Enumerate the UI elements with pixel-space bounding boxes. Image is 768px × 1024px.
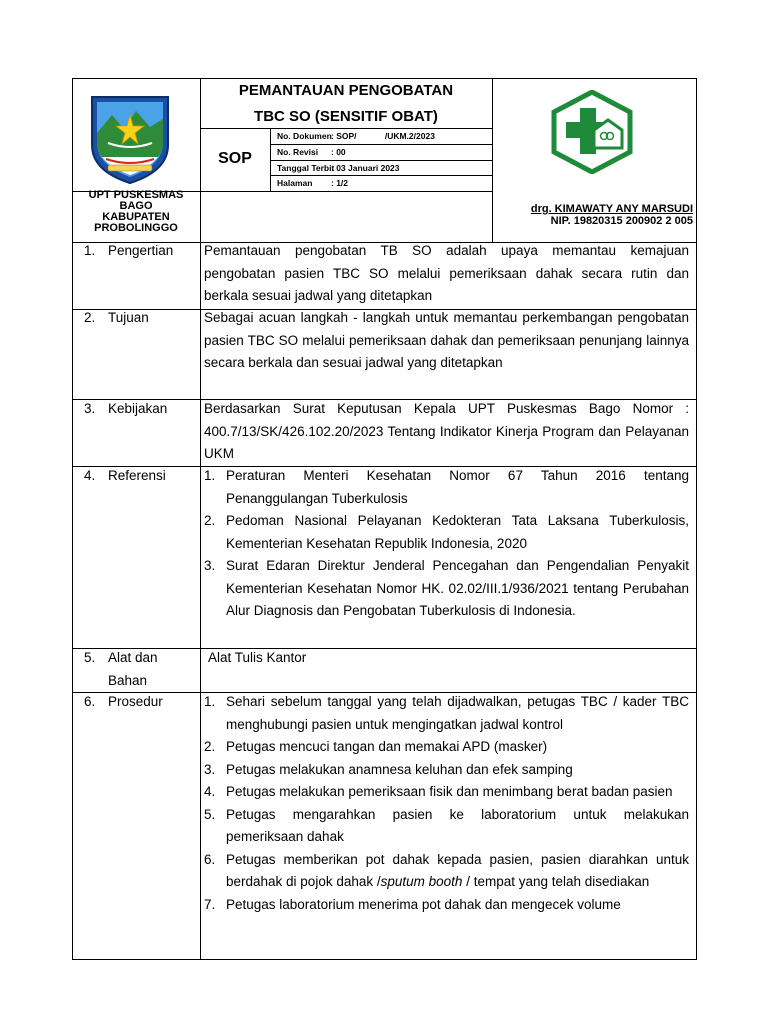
list-text-italic: sputum booth: [380, 874, 463, 889]
list-text: / tempat yang telah disediakan: [462, 874, 650, 889]
section-content-referensi: [204, 465, 689, 623]
signer-nip: NIP. 19820315 200902 2 005: [550, 215, 693, 227]
section-number: 4.: [84, 468, 96, 483]
title-line-2: TBC SO (SENSITIF OBAT): [254, 108, 438, 125]
organization-name: [72, 190, 200, 234]
meta-row-dokumen: [271, 128, 491, 144]
list-text: Petugas mencuci tangan dan memakai APD (masker): [226, 739, 548, 754]
section-label: Alat dan Bahan: [108, 650, 158, 688]
list-number: 3.: [204, 558, 216, 573]
section-content-tujuan: Sebagai acuan langkah - langkah untuk memantau perkembangan pengobatan pasien TBC SO melalui pemeriksaan dahak dan pemeriksaan penunjang lainnya secara berkala dan sesuai jadwal yang ditetapkan: [204, 310, 689, 370]
list-text: Peraturan Menteri Kesehatan Nomor 67 Tahun 2016 tentang Penanggulangan Tuberkulosis: [226, 468, 689, 506]
meta-key: No. Revisi: [277, 147, 319, 157]
list-item: [204, 691, 689, 736]
meta-row-tanggal: [271, 160, 491, 176]
list-number: 2.: [204, 513, 216, 528]
meta-value: : 1/2: [331, 178, 349, 188]
document-title: [200, 78, 492, 130]
section-content-prosedur: [204, 691, 689, 916]
meta-key: Halaman: [277, 178, 313, 188]
list-item: [204, 849, 689, 894]
section-label: Kebijakan: [108, 401, 168, 416]
section-label: Pengertian: [108, 243, 174, 258]
regency-crest-logo: [88, 93, 172, 185]
list-number: 6.: [204, 851, 216, 867]
list-number: 4.: [204, 784, 216, 799]
section-label: Tujuan: [108, 310, 149, 325]
section-number: 5.: [84, 650, 96, 665]
puskesmas-logo: [550, 90, 634, 174]
list-text: Petugas mengarahkan pasien ke laboratorium untuk melakukan pemeriksaan dahak: [226, 806, 689, 844]
list-item: [204, 894, 689, 917]
section-content-alat-bahan: Alat Tulis Kantor: [208, 650, 307, 665]
list-item: [204, 510, 689, 555]
list-item: [204, 555, 689, 623]
list-item: [204, 736, 689, 759]
meta-value: : 00: [331, 147, 346, 157]
list-item: [204, 804, 689, 849]
list-number: 2.: [204, 739, 216, 754]
list-number: 3.: [204, 761, 216, 777]
list-text: Petugas memberikan pot dahak kepada pasien, pasien diarahkan untuk berdahak di pojok dahak /: [226, 851, 689, 889]
signer-name: drg. KIMAWATY ANY MARSUDI: [530, 203, 693, 215]
org-line: PROBOLINGGO: [94, 222, 178, 234]
org-line: KABUPATEN: [102, 211, 170, 223]
section-content-pengertian: Pemantauan pengobatan TB SO adalah upaya memantau kemajuan pengobatan pasien TBC SO melalui pemeriksaan dahak secara rutin dan berkala sesuai jadwal yang ditetapkan: [204, 243, 689, 303]
list-text: Sehari sebelum tanggal yang telah dijadwalkan, petugas TBC / kader TBC menghubungi pasien untuk mengingatkan jadwal kontrol: [226, 694, 689, 732]
signer-block: [493, 203, 693, 227]
section-label: Referensi: [108, 468, 166, 483]
section-content-kebijakan: Berdasarkan Surat Keputusan Kepala UPT Puskesmas Bago Nomor : 400.7/13/SK/426.102.20/2023 Tentang Indikator Kinerja Program dan Pelayanan UKM: [204, 401, 689, 461]
list-number: 1.: [204, 694, 216, 709]
title-line-1: PEMANTAUAN PENGOBATAN: [238, 82, 454, 99]
list-text: Petugas melakukan pemeriksaan fisik dan menimbang berat badan pasien: [226, 784, 673, 799]
meta-key: No. Dokumen: [277, 131, 332, 141]
meta-value: : 03 Januari 2023: [331, 163, 400, 173]
list-number: 1.: [204, 468, 216, 483]
section-number: 6.: [84, 694, 96, 709]
list-item: [204, 465, 689, 510]
list-number: 7.: [204, 896, 216, 912]
meta-key: Tanggal Terbit: [277, 163, 335, 173]
meta-value: : SOP/ /UKM.2/2023: [331, 131, 435, 141]
section-label: Prosedur: [108, 694, 163, 709]
list-number: 5.: [204, 806, 216, 822]
list-item: [204, 781, 689, 804]
list-item: [204, 759, 689, 782]
org-line: BAGO: [119, 200, 153, 212]
section-number: 2.: [84, 310, 96, 325]
list-text: Pedoman Nasional Pelayanan Kedokteran Tata Laksana Tuberkulosis, Kementerian Kesehatan Republik Indonesia, 2020: [226, 513, 689, 551]
meta-row-halaman: [271, 175, 491, 191]
sop-label: SOP: [218, 150, 252, 167]
list-text: Petugas melakukan anamnesa keluhan dan efek samping: [226, 761, 573, 777]
list-text: Surat Edaran Direktur Jenderal Pencegahan dan Pengendalian Penyakit Kementerian Kesehatan Nomor HK. 02.02/III.1/936/2021 tentang Perubahan Alur Diagnosis dan Pengobatan Tuberkulosis di Indonesia.: [226, 558, 689, 618]
org-line: UPT PUSKESMAS: [88, 189, 184, 201]
meta-row-revisi: [271, 144, 491, 160]
section-number: 1.: [84, 243, 96, 258]
list-text: Petugas laboratorium menerima pot dahak dan mengecek volume: [226, 896, 621, 912]
section-number: 3.: [84, 401, 96, 416]
